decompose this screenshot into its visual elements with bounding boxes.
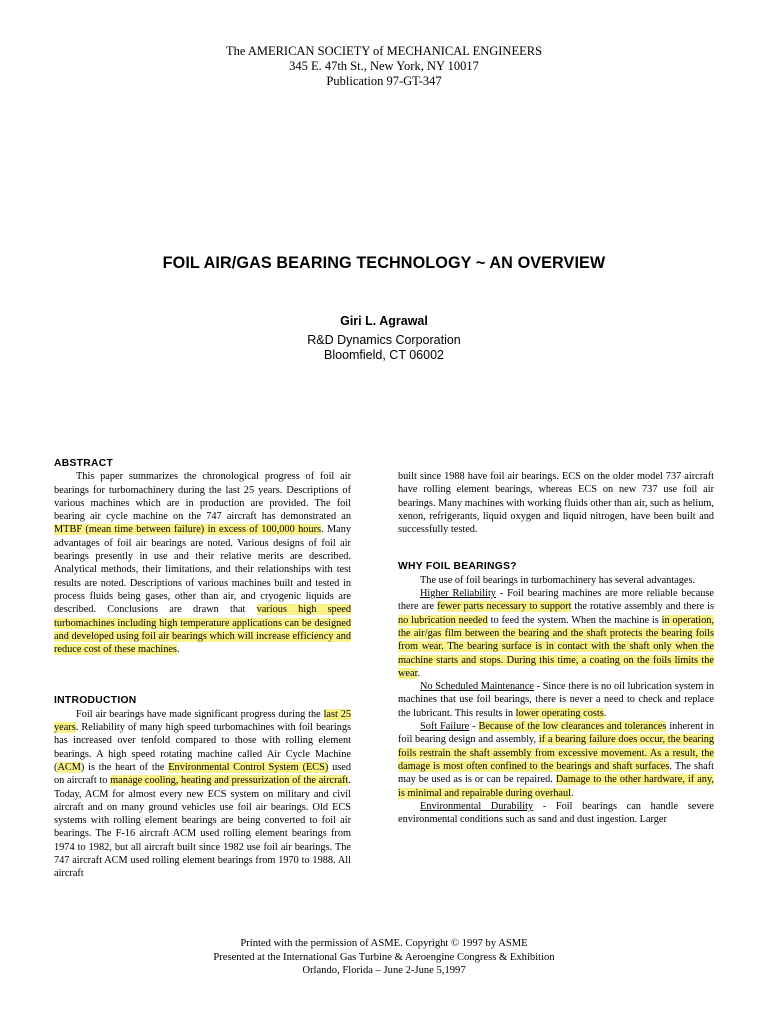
footer-location: Orlando, Florida – June 2-June 5,1997 [302, 965, 466, 977]
intro-continued-paragraph: built since 1988 have foil air bearings. ECS on the older model 737 aircraft have rolling element bearings, whereas ECS on new 737 use foil air bearings. Many machines with working fluids other than air, such as helium, xenon, refrigerants, liquid oxygen and liquid nitrogen, have been built and successfully tested. [398, 471, 714, 536]
intro-text: . Reliability of many high speed turbomachines with foil bearings has increased over tenfold compared to those with rolling element bearings. A high speed rotating machine called Air Cycle Machine ( [54, 722, 351, 773]
abstract-text: This paper summarizes the chronological progress of foil air bearings for turbomachinery during the last 25 years. Descriptions of various machines which are in production are provided. The foil bearing air cycle machine on the 747 aircraft has demonstrated an [54, 471, 351, 523]
right-column [398, 470, 714, 826]
maintenance-highlight-costs: lower operating costs [515, 707, 604, 719]
reliability-highlight-lubrication: no lubrication needed [398, 614, 488, 626]
intro-highlight-manage: manage cooling, heating and pressurization of the aircraft [110, 775, 349, 787]
abstract-heading: ABSTRACT [54, 458, 114, 469]
footer [0, 937, 768, 978]
abstract-paragraph [54, 470, 351, 656]
why-heading: WHY FOIL BEARINGS? [398, 561, 517, 573]
reliability-text: to feed the system. When the machine is [487, 614, 662, 626]
soft-failure-label: Soft Failure [420, 721, 470, 733]
maintenance-label: No Scheduled Maintenance [420, 681, 534, 693]
author-org: R&D Dynamics Corporation [307, 333, 461, 347]
intro-text: Foil air bearings have made significant progress during the [76, 708, 324, 720]
abstract-text: . [176, 644, 180, 656]
intro-highlight-ecs: Environmental Control System (ECS) [168, 761, 329, 773]
author-name: Giri L. Agrawal [340, 314, 428, 328]
abstract-highlight-conclusion: various high speed turbomachines including high temperature applications can be designed and developed using foil air bearings which will increase efficiency and reduce cost of these machines [54, 604, 351, 656]
soft-failure-paragraph [398, 720, 714, 800]
author-block [0, 314, 768, 363]
soft-failure-highlight-damage: Damage to the other hardware, if any, is minimal and repairable during overhaul [398, 774, 715, 799]
society-address: 345 E. 47th St., New York, NY 10017 [289, 59, 479, 73]
environmental-label: Environmental Durability [420, 800, 534, 812]
paper-title: FOIL AIR/GAS BEARING TECHNOLOGY ~ AN OVERVIEW [162, 254, 606, 272]
soft-failure-text: . The shaft may be used as is or can be repaired. [398, 760, 715, 786]
why-intro-paragraph: The use of foil bearings in turbomachinery has several advantages. [420, 574, 696, 586]
reliability-highlight-parts: fewer parts necessary to support [437, 601, 572, 613]
left-column [54, 457, 351, 881]
reliability-text: the rotative assembly and there is [571, 601, 715, 613]
publisher-header [0, 44, 768, 89]
abstract-highlight-mtbf: MTBF (mean time between failure) in excess of 100,000 hours [54, 524, 321, 536]
reliability-paragraph [398, 587, 714, 680]
intro-text: . Today, ACM for almost every new ECS system on military and civil aircraft and on many ground vehicles use foil air bearings. Old ECS systems with rolling element bearings are being converted to foil air bearings. The F-16 aircraft ACM used rolling element bearings from 1974 to 1982, but all aircraft built since 1982 use foil air bearings. The 747 aircraft ACM used rolling element bearings from 1970 to 1988. All aircraft [54, 775, 351, 880]
reliability-text: . [417, 667, 421, 679]
maintenance-text: . [603, 707, 607, 719]
reliability-text: - Foil bearing machines are more reliable because there are [398, 588, 715, 613]
maintenance-text: - Since there is no oil lubrication system in machines that use foil bearings, there is never a need to check and replace the lubricant. This results in [398, 681, 714, 719]
intro-text: used on aircraft to [54, 761, 352, 787]
reliability-highlight-operation: in operation, the air/gas film between the bearing and the shaft protects the bearing foils from wear. The bearing surface is in contact with the shaft only when the machine starts and stops. During this time, a coating on the foils limits the wear [398, 614, 714, 679]
intro-highlight-years: last 25 years [54, 708, 352, 734]
soft-failure-text: - [469, 721, 479, 733]
author-location: Bloomfield, CT 06002 [324, 348, 444, 362]
publication-number: Publication 97-GT-347 [326, 74, 442, 88]
abstract-text: . Many advantages of foil air bearings are noted. Various designs of foil air bearings presently in use and their relative merits are described. Analytical methods, their limitations, and their relationships with test results are noted. Descriptions of various machines built and tested in process fluids being gases, other than air, and cryogenic liquids are described. Conclusions are drawn that [54, 524, 351, 616]
reliability-label: Higher Reliability [420, 588, 496, 600]
introduction-heading: INTRODUCTION [54, 695, 137, 707]
soft-failure-highlight-clearances: Because of the low clearances and tolerances [478, 721, 667, 733]
environmental-text: - Foil bearings can handle severe environmental conditions such as sand and dust ingestion. Larger [398, 800, 714, 826]
soft-failure-highlight-restrain: if a bearing failure does occur, the bearing foils restrain the shaft assembly from excessive movement. As a result, the damage is most often confined to the bearings and shaft surfaces [398, 734, 714, 772]
introduction-paragraph [54, 708, 351, 881]
footer-permission: Printed with the permission of ASME. Copyright © 1997 by ASME [240, 938, 528, 949]
footer-presented: Presented at the International Gas Turbine & Aeroengine Congress & Exhibition [213, 951, 555, 963]
intro-text: ) is the heart of the [80, 761, 169, 773]
environmental-paragraph [398, 800, 714, 827]
intro-highlight-acm: ACM [57, 761, 81, 773]
maintenance-paragraph [398, 680, 714, 720]
society-name: The AMERICAN SOCIETY of MECHANICAL ENGINEERS [225, 44, 543, 58]
soft-failure-text: . [571, 787, 574, 799]
soft-failure-text: inherent in foil bearing design and assembly, [398, 721, 714, 746]
